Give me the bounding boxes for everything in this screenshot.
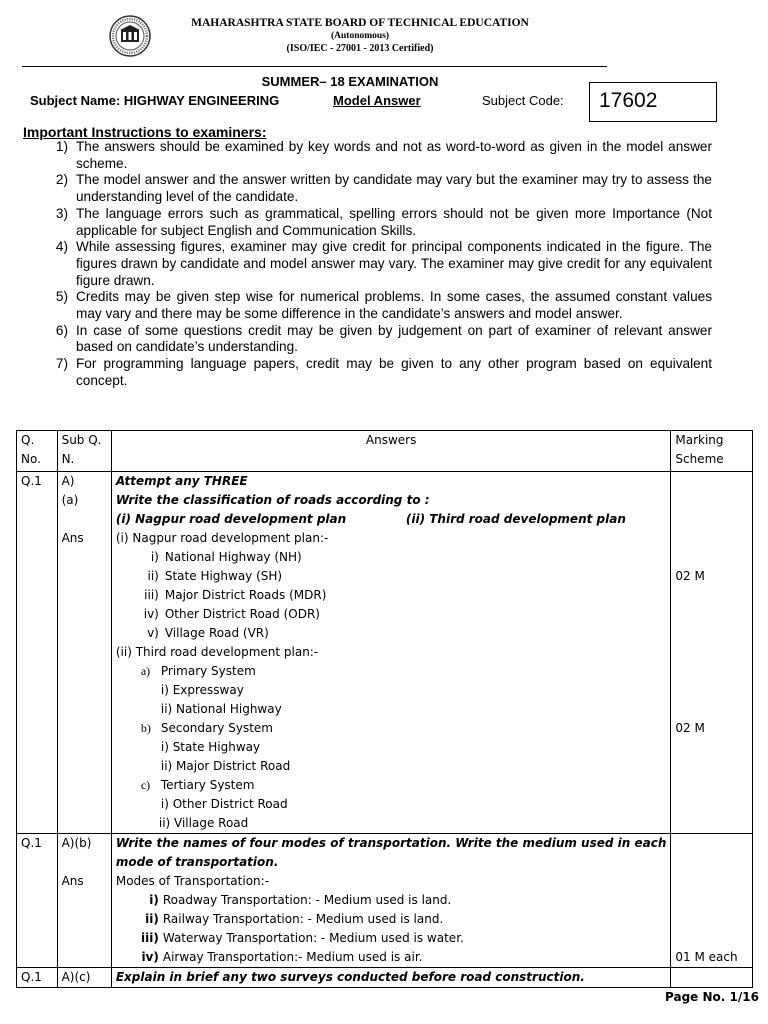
table-header-row bbox=[17, 431, 753, 472]
nagpur-heading: (i) Nagpur road development plan:- bbox=[115, 531, 329, 545]
list-item: ii) Major District Road bbox=[160, 759, 291, 773]
answer-table bbox=[16, 430, 753, 988]
row-answer bbox=[111, 472, 671, 834]
row-sub-q: A)(b) Ans bbox=[57, 834, 111, 968]
list-item: v) Village Road (VR) bbox=[147, 626, 269, 640]
instruction-item: 7) For programming language papers, credit may be given to any other program based on equivalent concept. bbox=[55, 356, 712, 388]
header-q-no: Q. No. bbox=[17, 431, 58, 472]
table-row bbox=[17, 472, 753, 834]
row-marking bbox=[671, 968, 753, 988]
header-answers: Answers bbox=[111, 431, 671, 472]
model-answer-label: Model Answer bbox=[333, 93, 421, 108]
third-plan-heading: (ii) Third road development plan:- bbox=[115, 645, 319, 659]
marks-badge: 01 M each bbox=[675, 950, 738, 964]
list-item: ii) National Highway bbox=[160, 702, 282, 716]
list-item: iii) Waterway Transportation: - Medium used is water. bbox=[141, 931, 464, 945]
marks-badge: 02 M bbox=[675, 569, 705, 583]
list-item: ii) Village Road bbox=[158, 816, 249, 830]
list-item: ii) State Highway (SH) bbox=[147, 569, 283, 583]
list-item: i) State Highway bbox=[160, 740, 261, 754]
instruction-item: 6) In case of some questions credit may be given by judgement on part of examiner of relevant answer based on candidate’s understanding. bbox=[55, 322, 712, 355]
row-answer bbox=[111, 834, 671, 968]
row-marking bbox=[671, 834, 753, 968]
question-text: mode of transportation. bbox=[115, 855, 279, 869]
question-text: Write the classification of roads according to : bbox=[115, 493, 430, 507]
instruction-item: 5) Credits may be given step wise for numerical problems. In some cases, the assumed constant values may vary and there may be some difference in the candidate’s answers and model answer. bbox=[55, 289, 712, 322]
row-q-no: Q.1 bbox=[17, 834, 58, 968]
list-item: iii) Major District Roads (MDR) bbox=[144, 588, 327, 602]
question-parts: (i) Nagpur road development plan (ii) Third road development plan bbox=[115, 512, 626, 526]
subject-code: 17602 bbox=[589, 82, 717, 122]
modes-heading: Modes of Transportation:- bbox=[115, 874, 270, 888]
header-marking: Marking Scheme bbox=[671, 431, 753, 472]
list-item: b) Secondary System bbox=[140, 721, 273, 735]
list-item: i) Expressway bbox=[160, 683, 244, 697]
list-item: iv) Other District Road (ODR) bbox=[143, 607, 320, 621]
attempt-instruction: Attempt any THREE bbox=[115, 474, 248, 488]
instruction-item: 2) The model answer and the answer written by candidate may vary but the examiner may try to assess the understanding level of the candidate. bbox=[55, 172, 712, 205]
list-item: ii) Railway Transportation: - Medium used is land. bbox=[145, 912, 444, 926]
instruction-item: 4) While assessing figures, examiner may give credit for principal components indicated in the figure. The figures drawn by candidate and model answer may vary. The examiner may give credit for any equivalent figure drawn. bbox=[55, 239, 712, 288]
header-divider bbox=[22, 66, 607, 67]
board-logo-seal bbox=[108, 14, 152, 58]
instructions-title: Important Instructions to examiners: bbox=[23, 124, 267, 140]
instructions-list bbox=[22, 139, 712, 390]
certification-label: (ISO/IEC - 27001 - 2013 Certified) bbox=[286, 43, 434, 54]
question-text: Explain in brief any two surveys conducted before road construction. bbox=[115, 970, 585, 984]
exam-title: SUMMER– 18 EXAMINATION bbox=[261, 74, 439, 89]
list-item: a) Primary System bbox=[140, 664, 256, 678]
instruction-item: 3) The language errors such as grammatical, spelling errors should not be given more Importance (Not applicable for subject English and Communication Skills. bbox=[55, 205, 712, 238]
question-text: Write the names of four modes of transportation. Write the medium used in each bbox=[115, 836, 667, 850]
list-item: i) Other District Road bbox=[160, 797, 288, 811]
row-sub-q: A)(c) bbox=[57, 968, 111, 988]
row-marking bbox=[671, 472, 753, 834]
row-q-no: Q.1 bbox=[17, 472, 58, 834]
instruction-item: 1) The answers should be examined by key words and not as word-to-word as given in the model answer scheme. bbox=[55, 139, 712, 171]
page-number: Page No. 1/16 bbox=[665, 990, 759, 1004]
list-item: c) Tertiary System bbox=[140, 778, 255, 792]
subject-code-label: Subject Code: bbox=[482, 93, 564, 108]
subject-name: Subject Name: HIGHWAY ENGINEERING bbox=[30, 93, 280, 108]
list-item: i) Roadway Transportation: - Medium used is land. bbox=[149, 893, 452, 907]
header-sub-q: Sub Q. N. bbox=[57, 431, 111, 472]
list-item: iv) Airway Transportation:- Medium used is air. bbox=[141, 950, 423, 964]
row-answer bbox=[111, 968, 671, 988]
table-row bbox=[17, 968, 753, 988]
autonomous-label: (Autonomous) bbox=[330, 31, 390, 41]
marks-badge: 02 M bbox=[675, 721, 705, 735]
board-name: MAHARASHTRA STATE BOARD OF TECHNICAL EDUCATION bbox=[191, 17, 529, 29]
row-sub-q: A) (a) Ans bbox=[57, 472, 111, 834]
row-q-no: Q.1 bbox=[17, 968, 58, 988]
list-item: i) National Highway (NH) bbox=[150, 550, 302, 564]
table-row bbox=[17, 834, 753, 968]
